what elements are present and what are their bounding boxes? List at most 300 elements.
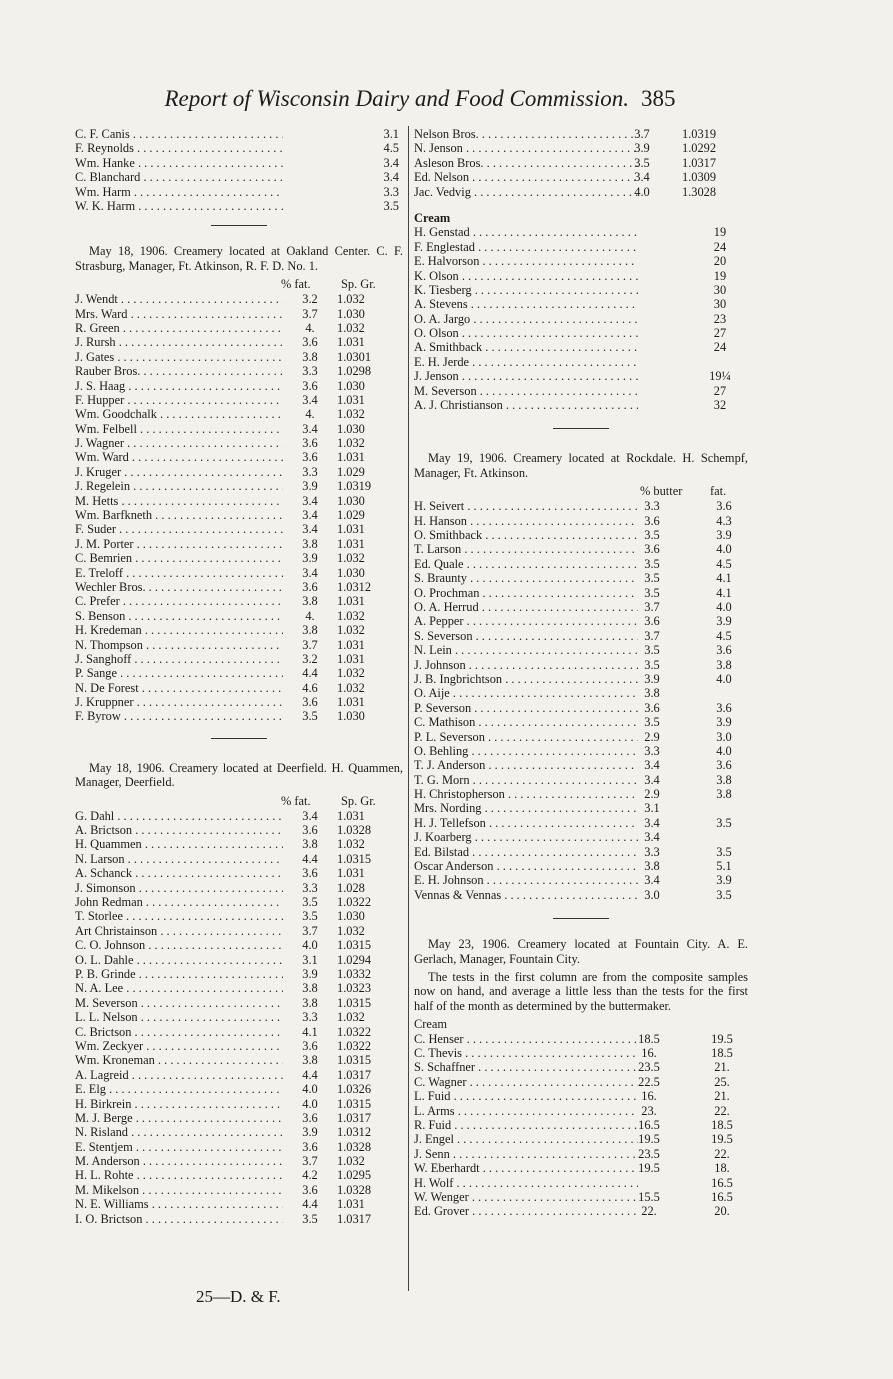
row-name: J. Kruppner . . . xyxy=(75,695,283,709)
row-value: 22. xyxy=(641,1204,657,1219)
row-name: A. Smithback . . . xyxy=(414,340,638,354)
row-value: 4.1 xyxy=(302,1024,318,1039)
row-value-2: 19.5 xyxy=(711,1132,733,1147)
row-value-2: 3.6 xyxy=(716,499,732,514)
table-row xyxy=(75,1154,403,1168)
row-value-2: 1.0322 xyxy=(337,1038,372,1053)
table-row xyxy=(414,1176,748,1190)
row-value: 19.5 xyxy=(638,1161,660,1176)
row-value-2: 1.0328 xyxy=(337,1139,372,1154)
row-name: L. Arms . . . xyxy=(414,1104,638,1118)
row-value: 3.4 xyxy=(644,815,660,830)
section-rule xyxy=(211,225,267,226)
row-value: 20 xyxy=(713,254,727,269)
row-value: 3.1 xyxy=(644,801,660,816)
row-value-2: 3.5 xyxy=(716,844,732,859)
row-name: H. Quammen . . . xyxy=(75,837,283,851)
table-row xyxy=(75,522,403,536)
row-name: Ed. Grover . . . xyxy=(414,1204,638,1218)
row-name: J. Gates . . . xyxy=(75,350,283,364)
row-value-2: 1.0315 xyxy=(337,938,372,953)
row-name: Rauber Bros. . . . xyxy=(75,364,283,378)
table-row xyxy=(414,758,748,772)
row-value: 22.5 xyxy=(638,1074,660,1089)
row-value-2: 3.8 xyxy=(716,657,732,672)
row-value: 3.7 xyxy=(644,599,660,614)
row-value: 3.5 xyxy=(644,528,660,543)
table-row xyxy=(414,1118,748,1132)
row-value: 3.8 xyxy=(302,349,318,364)
row-name: A. J. Christianson . . . xyxy=(414,398,638,412)
row-name: H. Christopherson . . . xyxy=(414,787,638,801)
table-row xyxy=(75,199,403,213)
row-name: C. Henser . . . xyxy=(414,1032,638,1046)
table-row xyxy=(75,321,403,335)
table-row xyxy=(414,730,748,744)
row-value: 19¼ xyxy=(709,369,731,384)
row-name: N. Lein . . . xyxy=(414,643,638,657)
table-row xyxy=(75,652,403,666)
row-name: J. Kruger . . . xyxy=(75,465,283,479)
table-row xyxy=(75,938,403,952)
row-value-2: 1.030 xyxy=(337,306,365,321)
row-name: O. A. Herrud . . . xyxy=(414,600,638,614)
table-row xyxy=(75,185,403,199)
row-name: O. Olson . . . xyxy=(414,326,638,340)
row-name: F. Suder . . . xyxy=(75,522,283,536)
row-name: C. Mathison . . . xyxy=(414,715,638,729)
row-value-2: 1.0298 xyxy=(337,364,372,379)
table-row xyxy=(414,384,748,398)
row-value: 3.7 xyxy=(644,628,660,643)
table-row xyxy=(414,355,748,369)
row-value: 3.8 xyxy=(302,623,318,638)
sp-gr-header: Sp. Gr. xyxy=(341,793,376,808)
table-row xyxy=(414,141,748,155)
row-value-2: 4.5 xyxy=(716,556,732,571)
table-row xyxy=(414,816,748,830)
row-name: E. H. Jerde . . . xyxy=(414,355,638,369)
row-value-2: 1.031 xyxy=(337,695,365,710)
table-row xyxy=(414,1089,748,1103)
table-row xyxy=(75,823,403,837)
row-name: O. Smithback . . . xyxy=(414,528,638,542)
fat-header: % fat. xyxy=(281,793,311,808)
row-value-2: 18.5 xyxy=(711,1046,733,1061)
row-value-2: 1.0312 xyxy=(337,1125,372,1140)
left-column xyxy=(75,127,403,1226)
table-row xyxy=(75,681,403,695)
row-value: 23. xyxy=(641,1103,657,1118)
row-value: 3.5 xyxy=(634,155,650,170)
row-value: 3.4 xyxy=(383,170,399,185)
row-value-2: 1.032 xyxy=(337,1154,365,1169)
running-title: Report of Wisconsin Dairy and Food Commission. xyxy=(164,86,629,111)
table-row xyxy=(75,895,403,909)
row-value-2: 1.032 xyxy=(337,923,365,938)
row-value-2: 1.3028 xyxy=(682,184,717,199)
row-value: 19 xyxy=(713,225,727,240)
table-row xyxy=(414,156,748,170)
row-name: O. Behling . . . xyxy=(414,744,638,758)
row-value: 3.6 xyxy=(302,450,318,465)
table-row xyxy=(414,845,748,859)
table-row xyxy=(75,1197,403,1211)
table-row xyxy=(75,809,403,823)
row-value-2: 4.0 xyxy=(716,542,732,557)
fountain-note: The tests in the first column are from the composite samples now on hand, and average a little less than the tests for the first half of the month as determined by the buttermaker. xyxy=(414,970,748,1013)
row-value-2: 5.1 xyxy=(716,859,732,874)
row-name: Mrs. Nording . . . xyxy=(414,801,638,815)
section-rule xyxy=(211,738,267,739)
table-row xyxy=(414,1046,748,1060)
table-row xyxy=(414,225,748,239)
row-value: 3.5 xyxy=(644,585,660,600)
row-value: 3.6 xyxy=(302,695,318,710)
row-value-2: 18. xyxy=(714,1161,730,1176)
row-value: 3.3 xyxy=(383,184,399,199)
row-value-2: 3.9 xyxy=(716,528,732,543)
row-name: K. Tiesberg . . . xyxy=(414,283,638,297)
table-row xyxy=(414,586,748,600)
table-row xyxy=(75,709,403,723)
row-value: 3.4 xyxy=(644,772,660,787)
row-value: 3.4 xyxy=(634,170,650,185)
row-value-2: 1.028 xyxy=(337,880,365,895)
table-row xyxy=(75,422,403,436)
row-value: 3.5 xyxy=(644,643,660,658)
table-row xyxy=(75,141,403,155)
row-value-2: 4.5 xyxy=(716,628,732,643)
row-value: 4.6 xyxy=(302,680,318,695)
row-name: K. Olson . . . xyxy=(414,269,638,283)
row-name: Wm. Ward . . . xyxy=(75,450,283,464)
row-value-2: 1.0295 xyxy=(337,1168,372,1183)
table-row xyxy=(75,350,403,364)
row-value: 3.9 xyxy=(302,1125,318,1140)
row-name: W. Wenger . . . xyxy=(414,1190,638,1204)
row-name: S. Braunty . . . xyxy=(414,571,638,585)
row-value: 3.7 xyxy=(634,127,650,141)
row-name: A. Lagreid . . . xyxy=(75,1068,283,1082)
table-row xyxy=(414,1075,748,1089)
row-value: 2.9 xyxy=(644,787,660,802)
row-value-2: 1.0332 xyxy=(337,966,372,981)
table-row xyxy=(75,638,403,652)
deerfield-heading: May 18, 1906. Creamery located at Deerfield. H. Quammen, Manager, Deerfield. xyxy=(75,760,403,790)
row-value-2: 1.0328 xyxy=(337,1182,372,1197)
table-row xyxy=(75,1010,403,1024)
row-value-2: 4.1 xyxy=(716,571,732,586)
table-row xyxy=(75,924,403,938)
row-value: 32 xyxy=(713,398,727,413)
row-name: F. Reynolds . . . xyxy=(75,141,283,155)
table-row xyxy=(414,859,748,873)
row-name: Vennas & Vennas . . . xyxy=(414,888,638,902)
table-row xyxy=(414,1190,748,1204)
row-name: T. G. Morn . . . xyxy=(414,773,638,787)
row-value: 15.5 xyxy=(638,1189,660,1204)
row-name: Wm. Harm . . . xyxy=(75,185,283,199)
row-value-2: 1.030 xyxy=(337,909,365,924)
row-value-2: 20. xyxy=(714,1204,730,1219)
continued-list-top-left xyxy=(75,127,403,213)
row-value: 3.3 xyxy=(302,364,318,379)
table-row xyxy=(75,566,403,580)
row-value: 3.7 xyxy=(302,923,318,938)
table-row xyxy=(75,1053,403,1067)
row-name: O. Aije . . . xyxy=(414,686,638,700)
row-value: 3.5 xyxy=(644,571,660,586)
row-name: I. O. Brictson . . . xyxy=(75,1212,283,1226)
row-value-2: 3.8 xyxy=(716,787,732,802)
row-name: C. Wagner . . . xyxy=(414,1075,638,1089)
row-value-2: 3.9 xyxy=(716,715,732,730)
table-row xyxy=(414,312,748,326)
row-value: 3.7 xyxy=(302,1154,318,1169)
table-row xyxy=(75,335,403,349)
table-row xyxy=(414,170,748,184)
row-name: P. Severson . . . xyxy=(414,701,638,715)
row-value: 19 xyxy=(713,268,727,283)
row-value: 3.6 xyxy=(644,614,660,629)
row-value-2: 1.032 xyxy=(337,1010,365,1025)
row-name: H. Kredeman . . . xyxy=(75,623,283,637)
row-name: C. Prefer . . . xyxy=(75,594,283,608)
row-value: 3.6 xyxy=(644,700,660,715)
fat-header: fat. xyxy=(710,484,727,499)
table-row xyxy=(75,364,403,378)
row-name: J. M. Porter . . . xyxy=(75,537,283,551)
row-value: 3.6 xyxy=(302,1038,318,1053)
table-row xyxy=(75,866,403,880)
row-name: H. J. Tellefson . . . xyxy=(414,816,638,830)
table-row xyxy=(414,643,748,657)
row-value: 3.6 xyxy=(302,579,318,594)
table-row xyxy=(75,479,403,493)
row-value: 3.1 xyxy=(302,952,318,967)
row-name: Asleson Bros. . . . xyxy=(414,156,638,170)
row-value-2: 1.032 xyxy=(337,837,365,852)
oakland-column-headers xyxy=(75,277,403,292)
row-value: 30 xyxy=(713,297,727,312)
row-name: N. De Forest . . . xyxy=(75,681,283,695)
table-row xyxy=(75,494,403,508)
row-value: 4.0 xyxy=(302,938,318,953)
right-column xyxy=(414,127,748,1219)
table-row xyxy=(75,436,403,450)
row-name: A. Brictson . . . xyxy=(75,823,283,837)
row-value-2: 1.032 xyxy=(337,608,365,623)
row-value-2: 1.0323 xyxy=(337,981,372,996)
row-value: 24 xyxy=(713,340,727,355)
row-value: 4.2 xyxy=(302,1168,318,1183)
row-value: 4.4 xyxy=(302,1067,318,1082)
cream-table xyxy=(414,225,748,412)
row-value-2: 1.032 xyxy=(337,551,365,566)
row-name: C. F. Canis . . . xyxy=(75,127,283,141)
table-row xyxy=(414,614,748,628)
row-name: J. Simonson . . . xyxy=(75,881,283,895)
table-row xyxy=(414,744,748,758)
row-value-2: 22. xyxy=(714,1103,730,1118)
table-row xyxy=(75,1111,403,1125)
row-value: 4.4 xyxy=(302,851,318,866)
row-value: 3.4 xyxy=(302,565,318,580)
row-value-2: 1.030 xyxy=(337,421,365,436)
table-row xyxy=(75,623,403,637)
row-value: 16. xyxy=(641,1089,657,1104)
row-name: J. Engel . . . xyxy=(414,1132,638,1146)
row-name: M. Hetts . . . xyxy=(75,494,283,508)
row-value-2: 1.0294 xyxy=(337,952,372,967)
table-row xyxy=(75,465,403,479)
row-value-2: 1.032 xyxy=(337,320,365,335)
row-name: Wm. Zeckyer . . . xyxy=(75,1039,283,1053)
row-value-2: 1.031 xyxy=(337,392,365,407)
row-value-2: 1.031 xyxy=(337,808,365,823)
row-value: 3.4 xyxy=(383,155,399,170)
row-value: 3.9 xyxy=(302,551,318,566)
table-row xyxy=(414,542,748,556)
table-row xyxy=(414,888,748,902)
row-name: J. Rursh . . . xyxy=(75,335,283,349)
row-value-2: 1.031 xyxy=(337,1197,365,1212)
row-name: M. Severson . . . xyxy=(75,996,283,1010)
row-name: O. A. Jargo . . . xyxy=(414,312,638,326)
table-row xyxy=(75,953,403,967)
table-row xyxy=(75,393,403,407)
row-value-2: 1.0317 xyxy=(682,155,717,170)
table-row xyxy=(75,156,403,170)
table-row xyxy=(75,127,403,141)
row-name: N. Larson . . . xyxy=(75,852,283,866)
row-value: 3.6 xyxy=(302,436,318,451)
row-name: T. Storlee . . . xyxy=(75,909,283,923)
row-value: 3.5 xyxy=(644,657,660,672)
row-name: C. Brictson . . . xyxy=(75,1025,283,1039)
row-value: 3.5 xyxy=(383,198,399,213)
table-row xyxy=(75,1168,403,1182)
row-name: C. O. Johnson . . . xyxy=(75,938,283,952)
row-name: J. Wagner . . . xyxy=(75,436,283,450)
row-value-2: 1.0315 xyxy=(337,995,372,1010)
row-value: 23.5 xyxy=(638,1060,660,1075)
row-value: 3.5 xyxy=(302,709,318,724)
row-name: S. Severson . . . xyxy=(414,629,638,643)
table-row xyxy=(414,557,748,571)
row-value-2: 4.0 xyxy=(716,599,732,614)
row-value-2: 3.6 xyxy=(716,643,732,658)
row-value: 3.8 xyxy=(302,1053,318,1068)
row-name: J. Regelein . . . xyxy=(75,479,283,493)
section-rule xyxy=(553,428,609,429)
row-name: M. J. Berge . . . xyxy=(75,1111,283,1125)
row-value: 4. xyxy=(305,407,315,422)
row-value-2: 1.0322 xyxy=(337,1024,372,1039)
row-value: 3.8 xyxy=(302,981,318,996)
row-name: W. K. Harm . . . xyxy=(75,199,283,213)
table-row xyxy=(414,127,748,141)
row-value: 3.6 xyxy=(302,1110,318,1125)
row-value: 3.3 xyxy=(302,880,318,895)
table-row xyxy=(75,1183,403,1197)
table-row xyxy=(414,672,748,686)
row-name: L. Fuid . . . xyxy=(414,1089,638,1103)
row-name: H. Wolf . . . xyxy=(414,1176,638,1190)
row-name: J. Jenson . . . xyxy=(414,369,638,383)
row-value-2: 1.0317 xyxy=(337,1110,372,1125)
table-row xyxy=(414,528,748,542)
table-row xyxy=(75,1212,403,1226)
rockdale-column-headers xyxy=(414,484,748,499)
table-row xyxy=(414,1104,748,1118)
table-row xyxy=(75,1082,403,1096)
row-name: F. Hupper . . . xyxy=(75,393,283,407)
row-value: 3.3 xyxy=(644,499,660,514)
row-name: M. Mikelson . . . xyxy=(75,1183,283,1197)
row-value-2: 1.029 xyxy=(337,508,365,523)
row-value-2: 16.5 xyxy=(711,1175,733,1190)
table-row xyxy=(75,537,403,551)
table-row xyxy=(414,1032,748,1046)
row-name: J. Johnson . . . xyxy=(414,658,638,672)
row-value: 2.9 xyxy=(644,729,660,744)
row-name: N. Risland . . . xyxy=(75,1125,283,1139)
row-value: 3.5 xyxy=(644,715,660,730)
row-name: J. S. Haag . . . xyxy=(75,379,283,393)
fountain-cream-label: Cream xyxy=(414,1017,448,1032)
row-name: A. Pepper . . . xyxy=(414,614,638,628)
section-rule xyxy=(553,918,609,919)
table-row xyxy=(414,1161,748,1175)
row-value: 3.9 xyxy=(644,671,660,686)
table-row xyxy=(414,240,748,254)
row-name: T. Larson . . . xyxy=(414,542,638,556)
row-value-2: 1.0309 xyxy=(682,170,717,185)
row-name: G. Dahl . . . xyxy=(75,809,283,823)
row-value: 4. xyxy=(305,320,315,335)
row-value: 3.6 xyxy=(644,542,660,557)
row-value: 3.5 xyxy=(644,556,660,571)
table-row xyxy=(75,666,403,680)
table-row xyxy=(414,658,748,672)
table-row xyxy=(75,1140,403,1154)
row-name: Oscar Anderson . . . xyxy=(414,859,638,873)
fountain-table xyxy=(414,1032,748,1219)
row-value: 3.6 xyxy=(302,1139,318,1154)
row-name: H. L. Rohte . . . xyxy=(75,1168,283,1182)
row-name: E. Halvorson . . . xyxy=(414,254,638,268)
row-value-2: 1.030 xyxy=(337,709,365,724)
row-value: 3.5 xyxy=(302,895,318,910)
row-value: 3.2 xyxy=(302,651,318,666)
row-name: E. Elg . . . xyxy=(75,1082,283,1096)
row-value: 23 xyxy=(713,311,727,326)
row-value-2: 1.031 xyxy=(337,522,365,537)
row-value-2: 1.0315 xyxy=(337,1096,372,1111)
row-value: 3.8 xyxy=(302,594,318,609)
row-value-2: 1.032 xyxy=(337,666,365,681)
row-value: 23.5 xyxy=(638,1146,660,1161)
row-name: Jac. Vedvig . . . xyxy=(414,185,638,199)
row-value-2: 1.0292 xyxy=(682,141,717,156)
row-name: T. J. Anderson . . . xyxy=(414,758,638,772)
butter-header: % butter xyxy=(640,484,683,499)
row-value-2: 4.0 xyxy=(716,671,732,686)
table-row xyxy=(75,695,403,709)
row-name: R. Fuid . . . xyxy=(414,1118,638,1132)
